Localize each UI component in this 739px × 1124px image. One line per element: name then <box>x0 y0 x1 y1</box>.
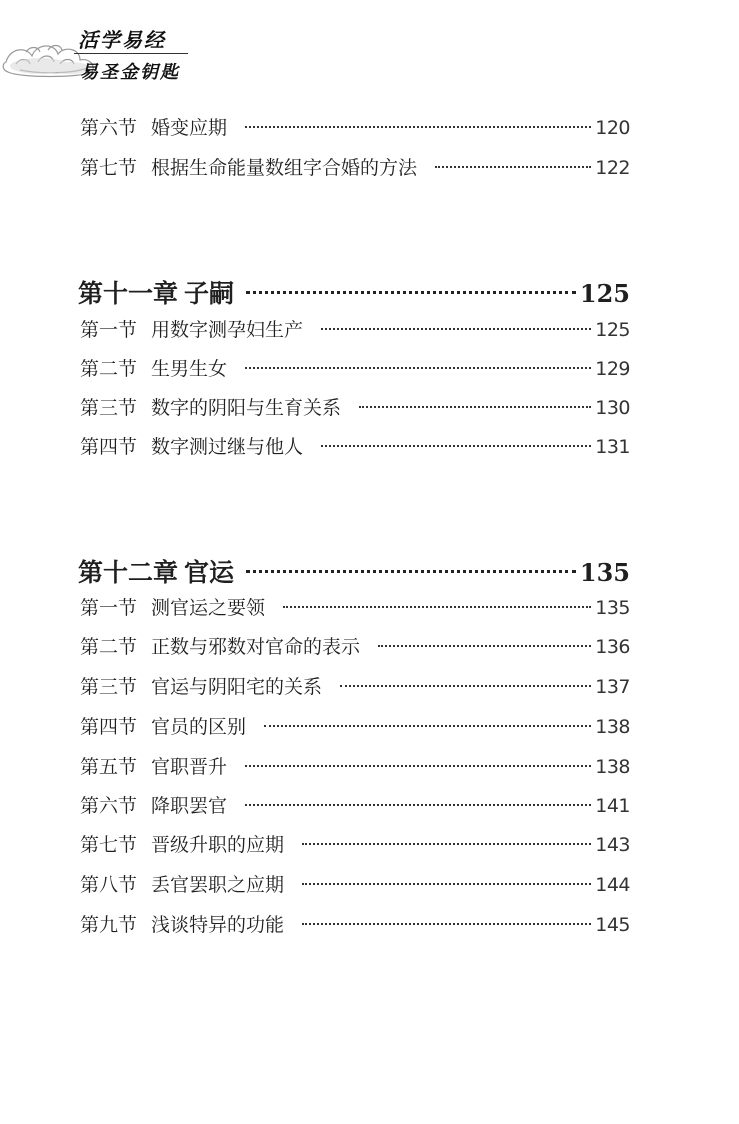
toc-entry[interactable] <box>80 154 630 182</box>
section-title: 官运与阴阳宅的关系 <box>151 676 323 698</box>
dot-leader <box>321 328 591 330</box>
section-title: 测官运之要领 <box>151 597 266 619</box>
chapter-page-number: 125 <box>579 279 630 308</box>
chapter-page-number: 135 <box>579 558 630 587</box>
dot-leader <box>246 570 576 573</box>
page-number: 131 <box>595 436 630 458</box>
page-number: 122 <box>595 157 630 179</box>
toc-entry[interactable] <box>80 433 630 461</box>
section-title: 数字测过继与他人 <box>151 436 304 458</box>
page-number: 129 <box>595 358 630 380</box>
page-number: 138 <box>595 716 630 738</box>
dot-leader <box>245 367 591 369</box>
dot-leader <box>264 725 591 727</box>
dot-leader <box>246 291 576 294</box>
page-number: 141 <box>595 795 630 817</box>
dot-leader <box>378 645 591 647</box>
dot-leader <box>302 843 591 845</box>
section-number: 第二节 <box>80 636 138 658</box>
page-number: 135 <box>595 597 630 619</box>
section-title: 官员的区别 <box>151 716 247 738</box>
page-number: 144 <box>595 874 630 896</box>
section-title: 数字的阴阳与生育关系 <box>151 397 342 419</box>
running-header <box>0 0 739 110</box>
section-number: 第三节 <box>80 676 138 698</box>
section-number: 第六节 <box>80 795 138 817</box>
toc-entry[interactable] <box>80 316 630 344</box>
page-number: 138 <box>595 756 630 778</box>
section-title: 丢官罢职之应期 <box>151 874 285 896</box>
page-number: 120 <box>595 117 630 139</box>
chapter-number: 第十一章 <box>78 279 179 308</box>
dot-leader <box>245 765 591 767</box>
toc-entry[interactable] <box>80 355 630 383</box>
section-title: 生男生女 <box>151 358 228 380</box>
section-number: 第九节 <box>80 914 138 936</box>
section-title: 根据生命能量数组字合婚的方法 <box>151 157 418 179</box>
toc-entry[interactable] <box>80 114 630 142</box>
toc-entry[interactable] <box>80 633 630 661</box>
toc-entry[interactable] <box>80 713 630 741</box>
section-number: 第五节 <box>80 756 138 778</box>
section-number: 第一节 <box>80 319 138 341</box>
dot-leader <box>302 883 591 885</box>
page-number: 137 <box>595 676 630 698</box>
page-number: 125 <box>595 319 630 341</box>
toc-entry[interactable] <box>80 394 630 422</box>
chapter-title: 官运 <box>184 558 235 587</box>
dot-leader <box>340 685 591 687</box>
section-title: 官职晋升 <box>151 756 228 778</box>
chapter-number: 第十二章 <box>78 558 179 587</box>
section-number: 第一节 <box>80 597 138 619</box>
dot-leader <box>321 445 591 447</box>
section-number: 第七节 <box>80 834 138 856</box>
toc-entry[interactable] <box>80 871 630 899</box>
chapter-heading[interactable] <box>78 555 630 591</box>
header-divider <box>74 53 188 54</box>
toc-entry[interactable] <box>80 792 630 820</box>
toc-entry[interactable] <box>80 911 630 939</box>
section-title: 用数字测孕妇生产 <box>151 319 304 341</box>
section-number: 第三节 <box>80 397 138 419</box>
dot-leader <box>245 804 591 806</box>
section-number: 第二节 <box>80 358 138 380</box>
section-title: 婚变应期 <box>151 117 228 139</box>
section-title: 降职罢官 <box>151 795 228 817</box>
section-title: 正数与邪数对官命的表示 <box>151 636 361 658</box>
dot-leader <box>359 406 591 408</box>
section-number: 第四节 <box>80 716 138 738</box>
book-title: 易圣金钥匙 <box>80 62 180 83</box>
series-title: 活学易经 <box>78 28 166 52</box>
page-number: 130 <box>595 397 630 419</box>
section-number: 第六节 <box>80 117 138 139</box>
dot-leader <box>245 126 591 128</box>
dot-leader <box>283 606 591 608</box>
toc-entry[interactable] <box>80 594 630 622</box>
chapter-title: 子嗣 <box>184 279 235 308</box>
chapter-heading[interactable] <box>78 276 630 312</box>
page-number: 145 <box>595 914 630 936</box>
toc-entry[interactable] <box>80 753 630 781</box>
section-title: 浅谈特异的功能 <box>151 914 285 936</box>
section-title: 晋级升职的应期 <box>151 834 285 856</box>
page-number: 143 <box>595 834 630 856</box>
toc-entry[interactable] <box>80 831 630 859</box>
toc-entry[interactable] <box>80 673 630 701</box>
dot-leader <box>302 923 591 925</box>
page-number: 136 <box>595 636 630 658</box>
section-number: 第四节 <box>80 436 138 458</box>
dot-leader <box>435 166 591 168</box>
section-number: 第七节 <box>80 157 138 179</box>
section-number: 第八节 <box>80 874 138 896</box>
